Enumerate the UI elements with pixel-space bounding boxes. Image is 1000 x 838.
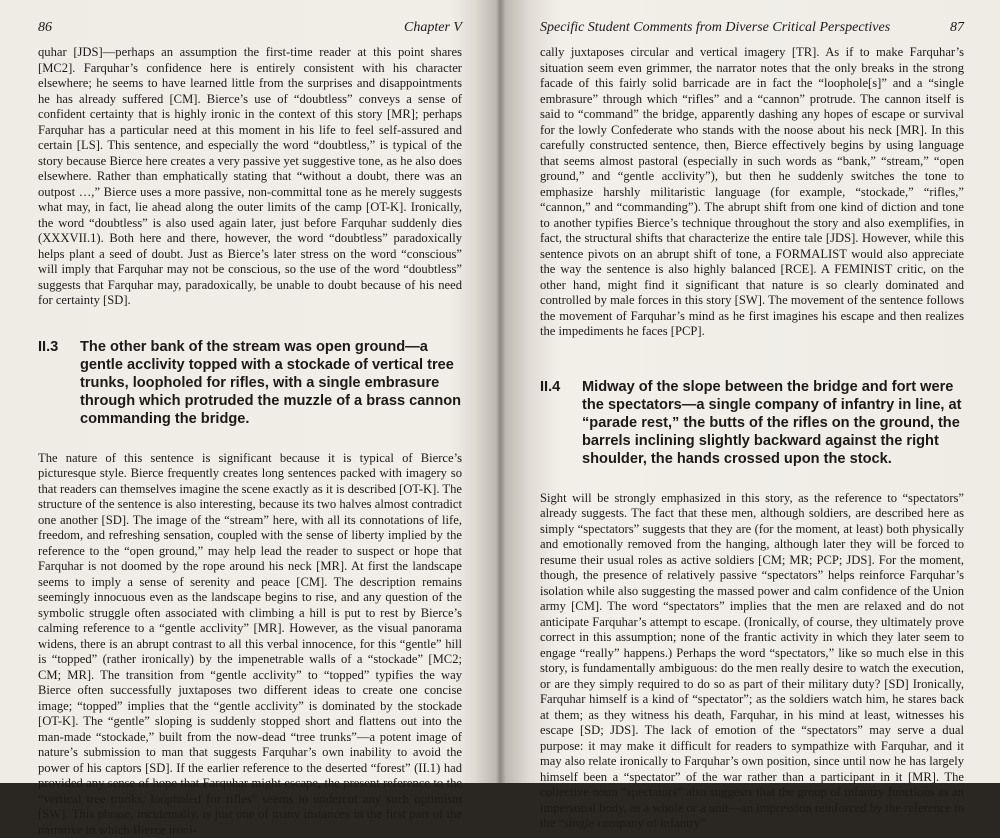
running-head [38,20,462,36]
running-head-title: Specific Student Comments from Diverse Critical Perspectives [540,20,890,36]
section-heading [38,338,462,428]
right-page [500,0,1000,783]
running-head-title: Chapter V [404,20,462,36]
section-label: II.4 [540,378,582,396]
paragraph: cally juxtaposes circular and vertical imagery [TR]. As if to make Farquhar’s situation seem even grimmer, the narrator notes that the only breaks in the strong facade of this fairly solid barricade are in fact the “loophole[s]” and a “single embrasure” through which “rifles” and a “cannon” protrude. The cannon itself is said to “command” the bridge, apparently dashing any hopes of escape or survival for the lowly Confederate who stands with the noose about his neck [MR]. In this carefully constructed sentence, then, Bierce effectively begins by using language that seems almost pastoral (especially in such words as “bank,” “stream,” “open ground,” and “gentle acclivity”), but then he suddenly switches the tone to emphasize harshly militaristic language (for example, “stockade,” “rifles,” “cannon,” and “commanding”). The abrupt shift from one kind of diction and tone to another typifies Bierce’s technique throughout the story and also exemplifies, in fact, the structural shifts that characterize the entire tale [JDS]. However, while this sentence pivots on an abrupt shift of tone, a FORMALIST would also appreciate the way the sentence is also highly balanced [RCE]. A FEMINIST critic, on the other hand, might find it significant that nature is so clearly dominated and controlled by male forces in this story [SW]. The movement of the sentence follows the movement of Farquhar’s mind as he first imagines his escape and then realizes the impediments he faces [PCP]. [540,45,964,340]
running-head [540,20,964,36]
page-number: 87 [950,20,964,36]
page-number: 86 [38,20,52,36]
paragraph: The nature of this sentence is significant because it is typical of Bierce’s picturesque style. Bierce frequently creates long sentences packed with imagery so that readers can themselves imagine the scene exactly as it is described [OT-K]. The structure of the sentence is also interesting, because its two halves almost contradict one another [SD]. The image of the “stream” here, with all its connotations of life, freedom, and refreshing sensation, coupled with the sense of liberty implied by the reference to the “open ground,” may help lead the reader to suspect or hope that Farquhar is not doomed by the rope around his neck [MR]. At first the landscape seems to imply a sense of serenity and peace [CM]. The description remains seemingly innocuous even as the landscape begins to rise, and any question of the symbolic struggle often associated with climbing a hill is put to rest by Bierce’s calming reference to a “gentle acclivity” [MR]. However, as the visual panorama widens, there is an abrupt contrast to all this verbal innocence, for this “gentle” hill is “topped” (rather ironically) by the impenetrable walls of a “stockade” [MC2; CM; MR]. The transition from “gentle acclivity” to “topped” typifies the way Bierce often successfully juxtaposes two different ideas to create one concise image; “topped” implies that the “gentle acclivity” is dominated by the stockade [OT-K]. The “gentle” sloping is suddenly stopped short and flattens out into the man-made “stockade,” built from the now-dead “tree trunks”—a potent image of nature’s submission to man that suggests Farquhar’s own inability to avoid the power of his captors [SD]. If the earlier reference to the deserted “forest” (II.1) had provided any sense of hope that Farquhar might escape, the present reference to the “vertical tree trunks, loopholed for rifles” seems to undercut any such optimism [SW]. This phrase, incidentally, is just one of many instances in the first part of the narrative in which Bierce ironi- [38,451,462,838]
left-page [0,0,500,783]
gutter-shadow [500,0,530,783]
section-label: II.3 [38,338,80,356]
paragraph: quhar [JDS]—perhaps an assumption the first-time reader at this point shares [MC2]. Farquhar’s confidence here is entirely consistent with his character elsewhere; he seems to have learned little from the surprises and disappointments he has already suffered [CM]. Bierce’s use of “doubtless” conveys a sense of confident certainty that is highly ironic in the context of this story [MR]; perhaps Farquhar has a particular need at this moment in his life to feel self-assured and certain [LS]. This sentence, and especially the word “doubtless,” is typical of the story because Bierce here creates a very passive yet suggestive tone, as he also does elsewhere. Rather than emphatically stating that “without a doubt, there was an outpost …,” Bierce uses a more passive, non-committal tone as he merely suggests what may, in fact, lie ahead along the outer limits of the camp [OT-K]. Ironically, the word “doubtless” is also used again later, just before Farquhar suddenly dies (XXXVII.1). Both here and there, however, the word “doubtless” paradoxically helps plant a seed of doubt. Just as Bierce’s later stress on the word “conscious” will imply that Farquhar may not be conscious, so the use of the word “doubtless” suggests that Farquhar may, paradoxically, be unable to doubt because of his need for certainty [SD]. [38,45,462,309]
section-heading-text: Midway of the slope between the bridge and fort were the spectators—a single company of infantry in line, at “parade rest,” the butts of the rifles on the ground, the barrels inclining slightly backward against the right shoulder, the hands crossed upon the stock. [582,379,962,467]
paragraph: Sight will be strongly emphasized in this story, as the reference to “spectators” already suggests. The fact that these men, although soldiers, are described here as simply “spectators” suggests that they are (for the moment, at least) both physically and emotionally removed from the hanging, although later they will be forced to resume their usual roles as active soldiers [CM; MR; PCP; JDS]. For the moment, though, the presence of relatively passive “spectators” helps reinforce Farquhar’s isolation while also suggesting the massed power and calm confidence of the Union army [CM]. The word “spectators” implies that the men are relaxed and do not anticipate Farquhar’s attempt to escape. (Ironically, of course, they ultimately prove correct in this assumption; none of the frantic activity in which they later seem to engage “really” happens.) Perhaps the word “spectators,” like so much else in this story, is fundamentally ambiguous: do the men really desire to watch the execution, or are they simply required to do so as part of their military duty? [SD] Ironically, Farquhar himself is a kind of “spectator”; as the soldiers watch him, he stares back at them; as they witness his death, Farquhar, in his mind at least, witnesses his escape [SD; JDS]. The lack of emotion of the “spectators” may serve a dual purpose: it may make it difficult for readers to sympathize with Farquhar, and it may also relate ironically to Farquhar’s own position, since until now he has largely himself been a “spectator” of the war rather than a participant in it [MR]. The collective noun “spectators” also suggests that the group of infantry functions as an impersonal body, as a whole or a unit—an impression reinforced by the reference to the “single company of infantry” [540,491,964,832]
section-heading [540,378,964,468]
gutter-shadow [474,0,500,783]
section-heading-text: The other bank of the stream was open ground—a gentle acclivity topped with a stockade of vertical tree trunks, loopholed for rifles, with a single embrasure through which protruded the muzzle of a brass cannon commanding the bridge. [80,339,461,427]
